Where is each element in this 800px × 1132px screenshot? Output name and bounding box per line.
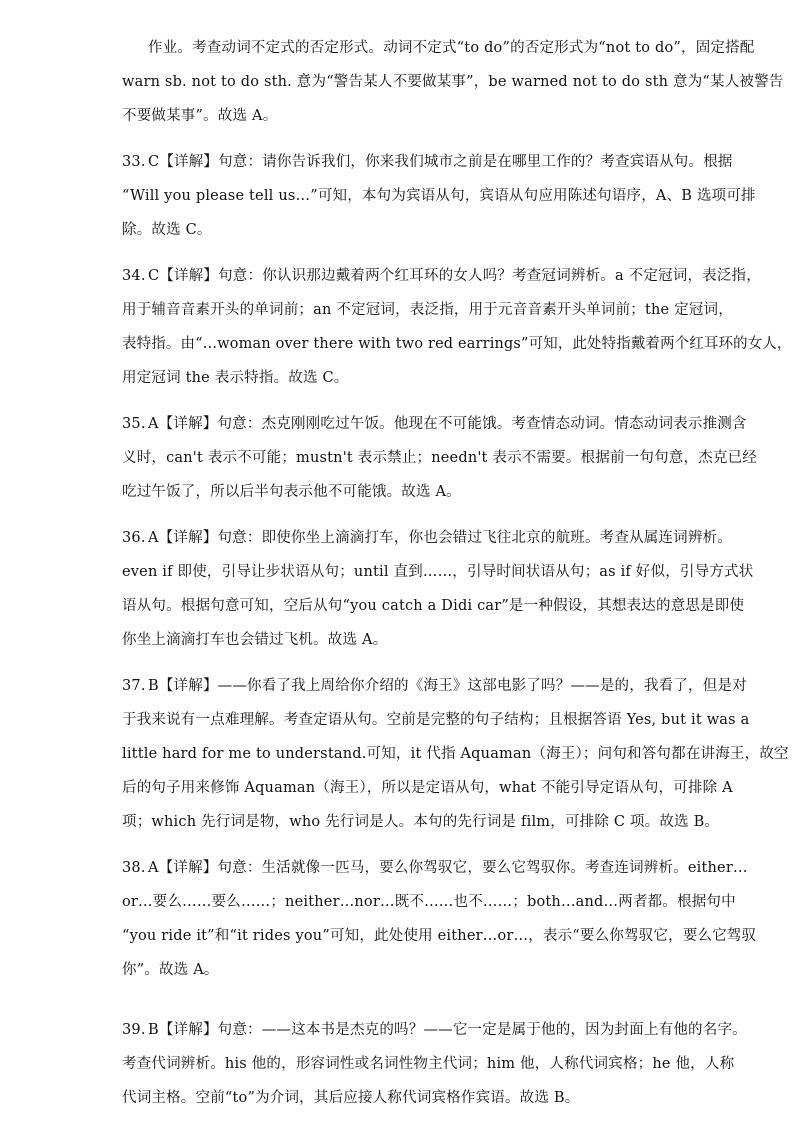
item-line: B【详解】句意：——这本书是杰克的吗？——它一定是属于他的，因为封面上有他的名字。 bbox=[148, 1022, 747, 1038]
item-line: A【详解】句意：生活就像一匹马，要么你驾驭它，要么它驾驭你。考查连词辨析。either… bbox=[148, 860, 748, 876]
item-line: little hard for me to understand.可知，it 代指 Aquaman（海王）；问句和答句都在讲海王，故空 bbox=[122, 746, 789, 762]
item-line: 代词主格。空前“to”为介词，其后应接人称代词宾格作宾语。故选 B。 bbox=[122, 1090, 580, 1106]
item-number: 37. bbox=[122, 678, 146, 694]
item-line: B【详解】——你看了我上周给你介绍的《海王》这部电影了吗？——是的，我看了，但是对 bbox=[148, 678, 747, 694]
item-line: C【详解】句意：你认识那边戴着两个红耳环的女人吗？考查冠词辨析。a 不定冠词，表泛指， bbox=[148, 268, 761, 284]
item-line: 表特指。由“…woman over there with two red earrings”可知，此处特指戴着两个红耳环的女人， bbox=[122, 336, 792, 352]
item-line: 项；which 先行词是物，who 先行词是人。本句的先行词是 film，可排除 C 项。故选 B。 bbox=[122, 814, 720, 830]
item-number: 34. bbox=[122, 268, 146, 284]
item-number: 36. bbox=[122, 530, 146, 546]
item-line: “Will you please tell us…”可知，本句为宾语从句，宾语从句应用陈述句语序，A、B 选项可排 bbox=[122, 188, 756, 204]
item-line: 于我来说有一点难理解。考查定语从句。空前是完整的句子结构；且根据答语 Yes, but it was a bbox=[122, 712, 750, 728]
item-line: 用定冠词 the 表示特指。故选 C。 bbox=[122, 370, 349, 386]
intro-line: warn sb. not to do sth. 意为“警告某人不要做某事”，be warned not to do sth 意为“某人被警告 bbox=[122, 74, 784, 90]
intro-line: 不要做某事”。故选 A。 bbox=[122, 108, 278, 124]
item-number: 33. bbox=[122, 154, 146, 170]
item-line: 吃过午饭了，所以后半句表示他不可能饿。故选 A。 bbox=[122, 484, 461, 500]
item-line: 除。故选 C。 bbox=[122, 222, 212, 238]
item-line: A【详解】句意：杰克刚刚吃过午饭。他现在不可能饿。考查情态动词。情态动词表示推测含 bbox=[148, 416, 747, 432]
item-line: or…要么……要么……；neither…nor…既不……也不……；both…and…两者都。根据句中 bbox=[122, 894, 736, 910]
item-line: 用于辅音音素开头的单词前；an 不定冠词，表泛指，用于元音音素开头单词前；the 定冠词， bbox=[122, 302, 733, 318]
item-line: even if 即使，引导让步状语从句；until 直到……，引导时间状语从句；as if 好似，引导方式状 bbox=[122, 564, 754, 580]
item-line: 考查代词辨析。his 他的，形容词性或名词性物主代词；him 他，人称代词宾格；he 他，人称 bbox=[122, 1056, 735, 1072]
item-line: A【详解】句意：即使你坐上滴滴打车，你也会错过飞往北京的航班。考查从属连词辨析。 bbox=[148, 530, 732, 546]
item-line: “you ride it”和“it rides you”可知，此处使用 either…or…，表示“要么你驾驭它，要么它驾驭 bbox=[122, 928, 757, 944]
intro-line: 作业。考查动词不定式的否定形式。动词不定式“to do”的否定形式为“not to do”，固定搭配 bbox=[148, 40, 755, 56]
item-line: 你坐上滴滴打车也会错过飞机。故选 A。 bbox=[122, 632, 388, 648]
item-line: 语从句。根据句意可知，空后从句“you catch a Didi car”是一种假设，其想表达的意思是即使 bbox=[122, 598, 745, 614]
item-line: 义时，can't 表示不可能；mustn't 表示禁止；needn't 表示不需要。根据前一句句意，杰克已经 bbox=[122, 450, 757, 466]
item-line: 你”。故选 A。 bbox=[122, 962, 219, 978]
item-number: 38. bbox=[122, 860, 146, 876]
item-line: 后的句子用来修饰 Aquaman（海王），所以是定语从句，what 不能引导定语从句，可排除 A bbox=[122, 780, 733, 796]
item-number: 39. bbox=[122, 1022, 146, 1038]
item-number: 35. bbox=[122, 416, 146, 432]
item-line: C【详解】句意：请你告诉我们，你来我们城市之前是在哪里工作的？考查宾语从句。根据 bbox=[148, 154, 733, 170]
